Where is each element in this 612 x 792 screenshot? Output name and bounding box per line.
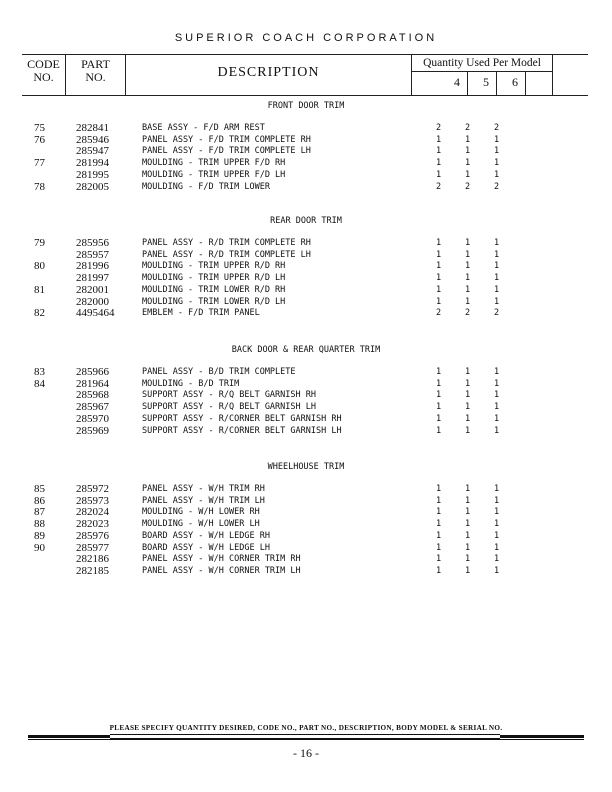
part-number-cell: 281995: [76, 168, 109, 181]
qty-model-4-cell: 1: [436, 390, 442, 401]
qty-model-6-cell: 1: [494, 425, 500, 436]
qty-model-5-cell: 1: [465, 425, 471, 436]
code-cell: 85: [34, 483, 45, 495]
table-row: [0, 273, 612, 284]
part-number-cell: 282000: [76, 295, 109, 308]
part-number-cell: 282186: [76, 553, 109, 566]
description-cell: MOULDING - W/H LOWER LH: [142, 519, 260, 530]
table-row: [0, 379, 612, 390]
part-number-cell: 285956: [76, 237, 109, 249]
table-row: [0, 238, 612, 249]
qty-model-6-cell: 1: [494, 554, 500, 565]
table-row: [0, 170, 612, 181]
qty-model-5-cell: 1: [465, 413, 471, 424]
qty-model-4-cell: 1: [436, 238, 442, 248]
table-row: [0, 390, 612, 401]
table-row: [0, 250, 612, 261]
description-cell: MOULDING - W/H LOWER RH: [142, 507, 260, 518]
company-name: SUPERIOR COACH CORPORATION: [174, 32, 438, 44]
order-instructions: PLEASE SPECIFY QUANTITY DESIRED, CODE NO., PART NO., DESCRIPTION, BODY MODEL & SERIAL NO.: [109, 724, 503, 732]
code-cell: 77: [34, 157, 45, 170]
qty-model-4-cell: 2: [436, 308, 442, 319]
table-header: [22, 54, 588, 96]
qty-model-5-cell: 1: [465, 238, 471, 248]
part-number-cell: 282024: [76, 506, 109, 519]
model-divider: [552, 55, 553, 95]
part-number-cell: 281997: [76, 272, 109, 285]
part-number-cell: 285968: [76, 389, 109, 402]
table-row: [0, 414, 612, 425]
description-cell: MOULDING - F/D TRIM LOWER: [142, 181, 270, 192]
page-number: - 16 -: [293, 746, 319, 760]
description-cell: SUPPORT ASSY - R/Q BELT GARNISH LH: [142, 402, 316, 413]
description-cell: MOULDING - TRIM LOWER R/D RH: [142, 284, 286, 295]
table-row: [0, 182, 612, 193]
part-number-cell: 282005: [76, 180, 109, 193]
qty-model-5-cell: 2: [465, 181, 471, 192]
description-cell: PANEL ASSY - W/H TRIM RH: [142, 484, 265, 494]
qty-model-5-cell: 1: [465, 158, 471, 169]
description-cell: PANEL ASSY - B/D TRIM COMPLETE: [142, 367, 296, 377]
part-number-cell: 285969: [76, 424, 109, 437]
qty-model-4-cell: 1: [436, 146, 442, 157]
model-6-header: 6: [512, 75, 518, 89]
code-cell: 78: [34, 180, 45, 193]
qty-model-5-cell: 1: [465, 284, 471, 295]
code-cell: 75: [34, 122, 45, 134]
qty-model-6-cell: 1: [494, 413, 500, 424]
footer-rule-thin: [28, 739, 584, 740]
code-cell: 88: [34, 518, 45, 531]
qty-model-6-cell: 1: [494, 530, 500, 541]
qty-model-6-cell: 1: [494, 261, 500, 272]
qty-model-5-cell: 1: [465, 169, 471, 180]
code-cell: 89: [34, 529, 45, 542]
part-number-cell: 285957: [76, 248, 109, 261]
description-cell: EMBLEM - F/D TRIM PANEL: [142, 308, 260, 319]
qty-model-4-cell: 1: [436, 519, 442, 530]
part-number-cell: 285970: [76, 412, 109, 425]
qty-model-6-cell: 1: [494, 402, 500, 413]
qty-model-4-cell: 1: [436, 565, 442, 576]
code-header-line2: NO.: [33, 70, 54, 84]
qty-model-6-cell: 1: [494, 273, 500, 284]
table-row: [0, 507, 612, 518]
part-number-cell: 282023: [76, 518, 109, 531]
model-5-header: 5: [483, 75, 489, 89]
part-number-cell: 285967: [76, 401, 109, 414]
qty-model-4-cell: 2: [436, 123, 442, 133]
qty-model-6-cell: 2: [494, 123, 500, 133]
description-cell: SUPPORT ASSY - R/CORNER BELT GARNISH LH: [142, 425, 342, 436]
part-header-line1: PART: [81, 57, 110, 71]
code-cell: 82: [34, 307, 45, 320]
qty-model-5-cell: 1: [465, 134, 471, 145]
quantity-column-header: [412, 55, 552, 95]
description-cell: PANEL ASSY - R/D TRIM COMPLETE LH: [142, 249, 311, 260]
table-row: [0, 308, 612, 319]
qty-model-6-cell: 1: [494, 507, 500, 518]
qty-model-4-cell: 1: [436, 158, 442, 169]
qty-model-4-cell: 1: [436, 484, 442, 494]
table-row: [0, 426, 612, 437]
table-row: [0, 531, 612, 542]
table-row: [0, 519, 612, 530]
qty-model-6-cell: 1: [494, 565, 500, 576]
qty-model-5-cell: 1: [465, 519, 471, 530]
qty-model-6-cell: 1: [494, 378, 500, 389]
part-number-cell: 4495464: [76, 307, 115, 320]
qty-model-5-cell: 1: [465, 261, 471, 272]
table-row: [0, 297, 612, 308]
qty-model-4-cell: 1: [436, 402, 442, 413]
table-row: [0, 285, 612, 296]
qty-model-6-cell: 1: [494, 484, 500, 494]
description-cell: PANEL ASSY - W/H CORNER TRIM LH: [142, 565, 301, 576]
table-row: [0, 158, 612, 169]
table-row: [0, 135, 612, 146]
part-number-cell: 285947: [76, 145, 109, 158]
model-4-header: 4: [454, 75, 460, 89]
part-column-header: [66, 55, 126, 95]
qty-model-6-cell: 1: [494, 134, 500, 145]
description-cell: MOULDING - TRIM UPPER R/D RH: [142, 261, 286, 272]
description-cell: PANEL ASSY - W/H CORNER TRIM RH: [142, 554, 301, 565]
qty-model-4-cell: 1: [436, 378, 442, 389]
qty-model-4-cell: 1: [436, 413, 442, 424]
qty-model-6-cell: 2: [494, 181, 500, 192]
table-row: [0, 554, 612, 565]
model-divider: [467, 72, 468, 95]
qty-model-5-cell: 1: [465, 495, 471, 506]
description-cell: MOULDING - B/D TRIM: [142, 378, 240, 389]
qty-model-6-cell: 2: [494, 308, 500, 319]
qty-model-5-cell: 1: [465, 390, 471, 401]
qty-model-5-cell: 1: [465, 565, 471, 576]
quantity-header-label: Quantity Used Per Model: [412, 57, 552, 72]
qty-model-4-cell: 1: [436, 367, 442, 377]
qty-model-6-cell: 1: [494, 169, 500, 180]
part-number-cell: 285946: [76, 133, 109, 146]
table-row: [0, 146, 612, 157]
qty-model-5-cell: 1: [465, 146, 471, 157]
description-cell: PANEL ASSY - F/D TRIM COMPLETE RH: [142, 134, 311, 145]
qty-model-4-cell: 1: [436, 134, 442, 145]
qty-model-4-cell: 1: [436, 296, 442, 307]
part-number-cell: 285977: [76, 541, 109, 554]
part-number-cell: 285972: [76, 483, 109, 495]
section-title: FRONT DOOR TRIM: [267, 101, 345, 111]
qty-model-5-cell: 1: [465, 249, 471, 260]
qty-model-6-cell: 1: [494, 296, 500, 307]
part-number-cell: 285973: [76, 494, 109, 507]
qty-model-4-cell: 1: [436, 284, 442, 295]
description-cell: BOARD ASSY - W/H LEDGE LH: [142, 542, 270, 553]
table-row: [0, 367, 612, 378]
code-cell: 87: [34, 506, 45, 519]
qty-model-5-cell: 1: [465, 507, 471, 518]
qty-model-6-cell: 1: [494, 542, 500, 553]
table-row: [0, 484, 612, 495]
code-cell: 79: [34, 237, 45, 249]
qty-model-6-cell: 1: [494, 390, 500, 401]
description-cell: BASE ASSY - F/D ARM REST: [142, 123, 265, 133]
qty-model-5-cell: 1: [465, 378, 471, 389]
code-header-line1: CODE: [27, 57, 60, 71]
qty-model-4-cell: 1: [436, 261, 442, 272]
qty-model-6-cell: 1: [494, 238, 500, 248]
qty-model-5-cell: 1: [465, 530, 471, 541]
qty-model-4-cell: 1: [436, 507, 442, 518]
description-cell: MOULDING - TRIM UPPER R/D LH: [142, 273, 286, 284]
code-cell: 76: [34, 133, 45, 146]
section-title: REAR DOOR TRIM: [270, 216, 342, 226]
qty-model-4-cell: 1: [436, 530, 442, 541]
description-column-header: DESCRIPTION: [126, 55, 412, 95]
part-number-cell: 285966: [76, 366, 109, 378]
part-number-cell: 282185: [76, 564, 109, 577]
qty-model-5-cell: 1: [465, 273, 471, 284]
part-number-cell: 281964: [76, 377, 109, 390]
description-cell: MOULDING - TRIM UPPER F/D LH: [142, 169, 286, 180]
table-row: [0, 566, 612, 577]
section-title: BACK DOOR & REAR QUARTER TRIM: [231, 345, 381, 355]
part-header-line2: NO.: [85, 70, 106, 84]
qty-model-5-cell: 1: [465, 554, 471, 565]
code-column-header: [22, 55, 66, 95]
qty-model-4-cell: 1: [436, 273, 442, 284]
qty-model-6-cell: 1: [494, 146, 500, 157]
qty-model-4-cell: 1: [436, 554, 442, 565]
table-row: [0, 402, 612, 413]
model-divider: [525, 72, 526, 95]
qty-model-5-cell: 1: [465, 402, 471, 413]
qty-model-4-cell: 2: [436, 181, 442, 192]
qty-model-4-cell: 1: [436, 249, 442, 260]
qty-model-5-cell: 2: [465, 123, 471, 133]
qty-model-5-cell: 1: [465, 542, 471, 553]
description-cell: PANEL ASSY - R/D TRIM COMPLETE RH: [142, 238, 311, 248]
qty-model-5-cell: 2: [465, 308, 471, 319]
qty-model-6-cell: 1: [494, 495, 500, 506]
qty-model-4-cell: 1: [436, 425, 442, 436]
code-cell: 90: [34, 541, 45, 554]
table-row: [0, 496, 612, 507]
table-row: [0, 543, 612, 554]
qty-model-4-cell: 1: [436, 542, 442, 553]
qty-model-6-cell: 1: [494, 249, 500, 260]
model-divider: [496, 72, 497, 95]
table-row: [0, 261, 612, 272]
description-cell: MOULDING - TRIM UPPER F/D RH: [142, 158, 286, 169]
section-title: WHEELHOUSE TRIM: [267, 462, 345, 472]
table-row: [0, 123, 612, 134]
part-number-cell: 282841: [76, 122, 109, 134]
qty-model-4-cell: 1: [436, 495, 442, 506]
description-cell: PANEL ASSY - W/H TRIM LH: [142, 495, 265, 506]
description-cell: MOULDING - TRIM LOWER R/D LH: [142, 296, 286, 307]
part-number-cell: 281996: [76, 260, 109, 273]
qty-model-6-cell: 1: [494, 519, 500, 530]
description-cell: PANEL ASSY - F/D TRIM COMPLETE LH: [142, 146, 311, 157]
description-cell: SUPPORT ASSY - R/CORNER BELT GARNISH RH: [142, 413, 342, 424]
code-cell: 86: [34, 494, 45, 507]
qty-model-6-cell: 1: [494, 367, 500, 377]
part-number-cell: 281994: [76, 157, 109, 170]
qty-model-5-cell: 1: [465, 484, 471, 494]
code-cell: 81: [34, 283, 45, 296]
footer-rule-center: [110, 734, 500, 739]
qty-model-5-cell: 1: [465, 296, 471, 307]
part-number-cell: 285976: [76, 529, 109, 542]
qty-model-4-cell: 1: [436, 169, 442, 180]
qty-model-6-cell: 1: [494, 158, 500, 169]
code-cell: 84: [34, 377, 45, 390]
qty-model-5-cell: 1: [465, 367, 471, 377]
code-cell: 83: [34, 366, 45, 378]
code-cell: 80: [34, 260, 45, 273]
description-cell: BOARD ASSY - W/H LEDGE RH: [142, 530, 270, 541]
description-cell: SUPPORT ASSY - R/Q BELT GARNISH RH: [142, 390, 316, 401]
qty-model-6-cell: 1: [494, 284, 500, 295]
part-number-cell: 282001: [76, 283, 109, 296]
